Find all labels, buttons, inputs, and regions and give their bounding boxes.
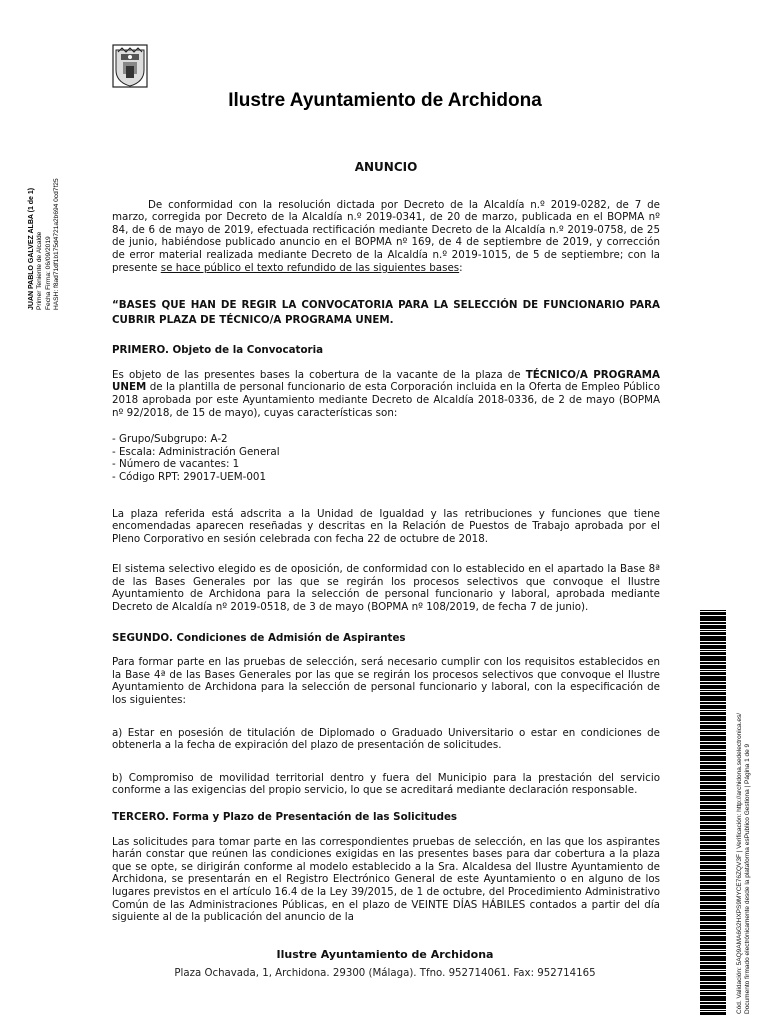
barcode-bar bbox=[700, 930, 726, 931]
barcode-bar bbox=[700, 685, 726, 689]
barcode-bar bbox=[700, 676, 726, 681]
barcode-bar bbox=[700, 690, 726, 691]
barcode-bar bbox=[700, 830, 726, 831]
barcode-bar bbox=[700, 630, 726, 631]
coat-of-arms-logo bbox=[112, 44, 148, 88]
barcode-bar bbox=[700, 696, 726, 701]
barcode-bar bbox=[700, 772, 726, 775]
barcode-bar bbox=[700, 792, 726, 795]
barcode-bar bbox=[700, 845, 726, 849]
barcode-bar bbox=[700, 945, 726, 949]
position-name: TÉCNICO/A PROGRAMA UNEM bbox=[112, 368, 660, 394]
barcode-bar bbox=[700, 652, 726, 655]
intro-underlined-text: se hace público el texto refundido de las siguientes bases bbox=[160, 261, 460, 274]
barcode-bar bbox=[700, 702, 726, 704]
barcode-bar bbox=[700, 742, 726, 744]
barcode-bar bbox=[700, 682, 726, 684]
barcode-bar bbox=[700, 832, 726, 835]
barcode-bar bbox=[700, 836, 726, 841]
barcode-bar bbox=[700, 610, 726, 611]
barcode-bar bbox=[700, 650, 726, 651]
barcode-bar bbox=[700, 882, 726, 884]
intro-end: : bbox=[459, 261, 463, 274]
section-title-primero: PRIMERO. Objeto de la Convocatoria bbox=[112, 344, 324, 357]
barcode-bar bbox=[700, 625, 726, 629]
barcode-bar bbox=[700, 665, 726, 669]
barcode-bar bbox=[700, 670, 726, 671]
barcode-bar bbox=[700, 856, 726, 861]
barcode-bar bbox=[700, 870, 726, 871]
barcode-bar bbox=[700, 692, 726, 695]
barcode-bar bbox=[700, 745, 726, 749]
barcode-bar bbox=[700, 1012, 726, 1015]
barcode-bar bbox=[700, 1010, 726, 1011]
barcode-bar bbox=[700, 790, 726, 791]
barcode-bar bbox=[700, 825, 726, 829]
paragraph-text: de la plantilla de personal funcionario de esta Corporación incluida en la Oferta de Empleo Público 2018 aprobada por este Ayuntamiento mediante Decreto de Alcaldía 2018-0336, de 2 de mayo (BOPMA nº 92/2018, de 15 de mayo), cuyas características son: bbox=[112, 381, 660, 419]
barcode-bar bbox=[700, 712, 726, 715]
barcode-bar bbox=[700, 922, 726, 924]
barcode-bar bbox=[700, 810, 726, 811]
paragraph-text: Es objeto de las presentes bases la cobertura de la vacante de la plaza de bbox=[112, 368, 526, 381]
barcode-bar bbox=[700, 872, 726, 875]
barcode-bar bbox=[700, 732, 726, 735]
barcode-bar bbox=[700, 862, 726, 864]
barcode-bar bbox=[700, 876, 726, 881]
unit-paragraph: La plaza referida está adscrita a la Unidad de Igualdad y las retribuciones y funciones que tiene encomendadas aparecen reseñadas y descritas en la Relación de Puestos de Trabajo aprobada por el Pleno Corporativo en sesión celebrada con fecha 22 de octubre de 2018. bbox=[112, 507, 660, 545]
list-item: - Código RPT: 29017-UEM-001 bbox=[112, 470, 267, 483]
barcode-bar bbox=[700, 885, 726, 889]
barcode-bar bbox=[700, 912, 726, 915]
barcode-bar bbox=[700, 965, 726, 969]
barcode-bar bbox=[700, 705, 726, 709]
barcode-bar bbox=[700, 785, 726, 789]
signer-name: JUAN PABLO GALVEZ ALBA (1 de 1) bbox=[28, 187, 35, 310]
barcode-bar bbox=[700, 852, 726, 855]
barcode-bar bbox=[700, 910, 726, 911]
barcode-bar bbox=[700, 672, 726, 675]
barcode-bar bbox=[700, 765, 726, 769]
validation-code: Cód. Validación: 5AQ9AMA6G2HXPS9MYCE76ZQV3F | Verificación: http://archidona.sedelectronica.es/ bbox=[736, 712, 743, 1014]
applications-paragraph: Las solicitudes para tomar parte en las correspondientes pruebas de selección, en las que los aspirantes harán constar que reúnen las condiciones exigidas en las presentes bases para dar cobertura a la plaza que se opte, se dirigirán conforme al modelo establecido a la Sra. Alcaldesa del Ilustre Ayuntamiento de Archidona, se presentarán en el Registro Electrónico General de este Ayuntamiento o en alguno de los lugares previstos en el artículo 16.4 de la Ley 39/2015, de 1 de octubre, del Procedimiento Administrativo Común de las Administraciones Públicas, en el plazo de VEINTE DÍAS HÁBILES contados a partir del día siguiente al de la publicación del anuncio de la bbox=[112, 835, 660, 924]
barcode-bar bbox=[700, 950, 726, 951]
barcode-bar bbox=[700, 956, 726, 961]
barcode-bar bbox=[700, 982, 726, 984]
conditions-paragraph: Para formar parte en las pruebas de selección, será necesario cumplir con los requisitos establecidos en la Base 4ª de las Bases Generales por las que se regirán los procesos selectivos que convoque el Ilustre Ayuntamiento de Archidona para la selección de personal funcionario y laboral, con la especificación de los siguientes: bbox=[112, 656, 660, 707]
barcode-bar bbox=[700, 770, 726, 771]
barcode-bar bbox=[700, 636, 726, 641]
signature-hash: HASH: f8ad71df1b175d4721a2b694 0cd7f25 bbox=[53, 178, 61, 310]
barcode-bar bbox=[700, 756, 726, 761]
bases-title: “BASES QUE HAN DE REGIR LA CONVOCATORIA PARA LA SELECCIÓN DE FUNCIONARIO PARA CUBRIR PLAZA DE TÉCNICO/A PROGRAMA UNEM. bbox=[112, 299, 660, 327]
barcode-bar bbox=[700, 716, 726, 721]
barcode-bar bbox=[700, 1002, 726, 1004]
barcode-bar bbox=[700, 722, 726, 724]
barcode-bar bbox=[700, 970, 726, 971]
section-primero-paragraph bbox=[112, 369, 660, 419]
barcode-bar bbox=[700, 782, 726, 784]
signer-role: Primer Teniente de Alcalde bbox=[36, 231, 44, 310]
barcode-bar bbox=[700, 990, 726, 991]
selection-system-paragraph: El sistema selectivo elegido es de oposición, de conformidad con lo establecido en el apartado la Base 8ª de las Bases Generales por las que se regirán los procesos selectivos que convoque el Ilustre Ayuntamiento de Archidona para la selección de personal funcionario y laboral, aprobada mediante Decreto de Alcaldía nº 2019-0518, de 3 de mayo (BOPMA nº 108/2019, de fecha 7 de junio). bbox=[112, 563, 660, 614]
signature-block bbox=[28, 110, 80, 310]
barcode-bar bbox=[700, 962, 726, 964]
footer-address: Plaza Ochavada, 1, Archidona. 29300 (Málaga). Tfno. 952714061. Fax: 952714165 bbox=[174, 968, 596, 979]
barcode-bar bbox=[700, 776, 726, 781]
barcode-bar bbox=[700, 612, 726, 615]
barcode-bar bbox=[700, 622, 726, 624]
barcode-bar bbox=[700, 996, 726, 1001]
barcode-bar bbox=[700, 710, 726, 711]
list-item: - Número de vacantes: 1 bbox=[112, 458, 240, 471]
barcode-bar bbox=[700, 736, 726, 741]
page-title: Ilustre Ayuntamiento de Archidona bbox=[228, 90, 542, 111]
barcode-bar bbox=[700, 725, 726, 729]
barcode-bar bbox=[700, 1005, 726, 1009]
section-title-tercero: TERCERO. Forma y Plazo de Presentación de las Solicitudes bbox=[112, 811, 458, 823]
condition-a: a) Estar en posesión de titulación de Diplomado o Graduado Universitario o estar en condiciones de obtenerla a la fecha de expiración del plazo de presentación de solicitudes. bbox=[112, 726, 660, 752]
characteristics-list bbox=[112, 433, 660, 483]
barcode-bar bbox=[700, 805, 726, 809]
barcode-bar bbox=[700, 822, 726, 824]
barcode-bar bbox=[700, 865, 726, 869]
barcode-bar bbox=[700, 656, 726, 661]
document-heading: ANUNCIO bbox=[354, 160, 418, 174]
barcode-bar bbox=[700, 925, 726, 929]
barcode-bar bbox=[700, 812, 726, 815]
barcode-bar bbox=[700, 952, 726, 955]
barcode-bar bbox=[700, 616, 726, 621]
barcode-bar bbox=[700, 892, 726, 895]
validation-block bbox=[736, 604, 760, 1014]
barcode-bar bbox=[700, 850, 726, 851]
barcode-bar bbox=[700, 916, 726, 921]
barcode-bar bbox=[700, 890, 726, 891]
signature-date: Fecha Firma: 06/09/2019 bbox=[44, 236, 52, 310]
barcode-bar bbox=[700, 802, 726, 804]
barcode-bar bbox=[700, 902, 726, 904]
barcode-bar bbox=[700, 752, 726, 755]
intro-text: De conformidad con la resolución dictada por Decreto de la Alcaldía n.º 2019-0282, de 7 de marzo, corregida por Decreto de la Alcaldía n.º 2019-0341, de 20 de marzo, publicada en el BOPMA nº 84, de 6 de mayo de 2019, efectuada rectificación mediante Decreto de la Alcaldía n.º 2019-0758, de 25 de junio, habiéndose publicado anuncio en el BOPMA nº 169, de 4 de septiembre de 2019, y corrección de error material realizada mediante Decreto de la Alcaldía n.º 2019-1015, de 5 de septiembre; con la presente bbox=[112, 198, 660, 274]
barcode bbox=[700, 610, 726, 1016]
barcode-bar bbox=[700, 992, 726, 995]
barcode-bar bbox=[700, 976, 726, 981]
barcode-bar bbox=[700, 936, 726, 941]
barcode-bar bbox=[700, 662, 726, 664]
condition-b: b) Compromiso de movilidad territorial dentro y fuera del Municipio para la prestación del servicio conforme a las exigencias del propio servicio, lo que se acreditará mediante declaración responsable. bbox=[112, 771, 660, 797]
barcode-bar bbox=[700, 816, 726, 821]
list-item: - Grupo/Subgrupo: A-2 bbox=[112, 433, 228, 446]
document-body bbox=[112, 158, 660, 938]
barcode-bar bbox=[700, 632, 726, 635]
barcode-bar bbox=[700, 932, 726, 935]
barcode-bar bbox=[700, 762, 726, 764]
validation-note: Documento firmado electrónicamente desde la plataforma esPublico Gestiona | Página 1 de 9 bbox=[744, 743, 752, 1014]
barcode-bar bbox=[700, 730, 726, 731]
barcode-bar bbox=[700, 842, 726, 844]
barcode-bar bbox=[700, 896, 726, 901]
barcode-bar bbox=[700, 750, 726, 751]
barcode-bar bbox=[700, 905, 726, 909]
barcode-bar bbox=[700, 796, 726, 801]
intro-paragraph bbox=[112, 199, 660, 275]
footer-name: Ilustre Ayuntamiento de Archidona bbox=[276, 948, 494, 961]
list-item: - Escala: Administración General bbox=[112, 445, 280, 458]
barcode-bar bbox=[700, 645, 726, 649]
barcode-bar bbox=[700, 985, 726, 989]
barcode-bar bbox=[700, 942, 726, 944]
barcode-bar bbox=[700, 642, 726, 644]
section-title-segundo: SEGUNDO. Condiciones de Admisión de Aspirantes bbox=[112, 631, 406, 644]
barcode-bar bbox=[700, 972, 726, 975]
